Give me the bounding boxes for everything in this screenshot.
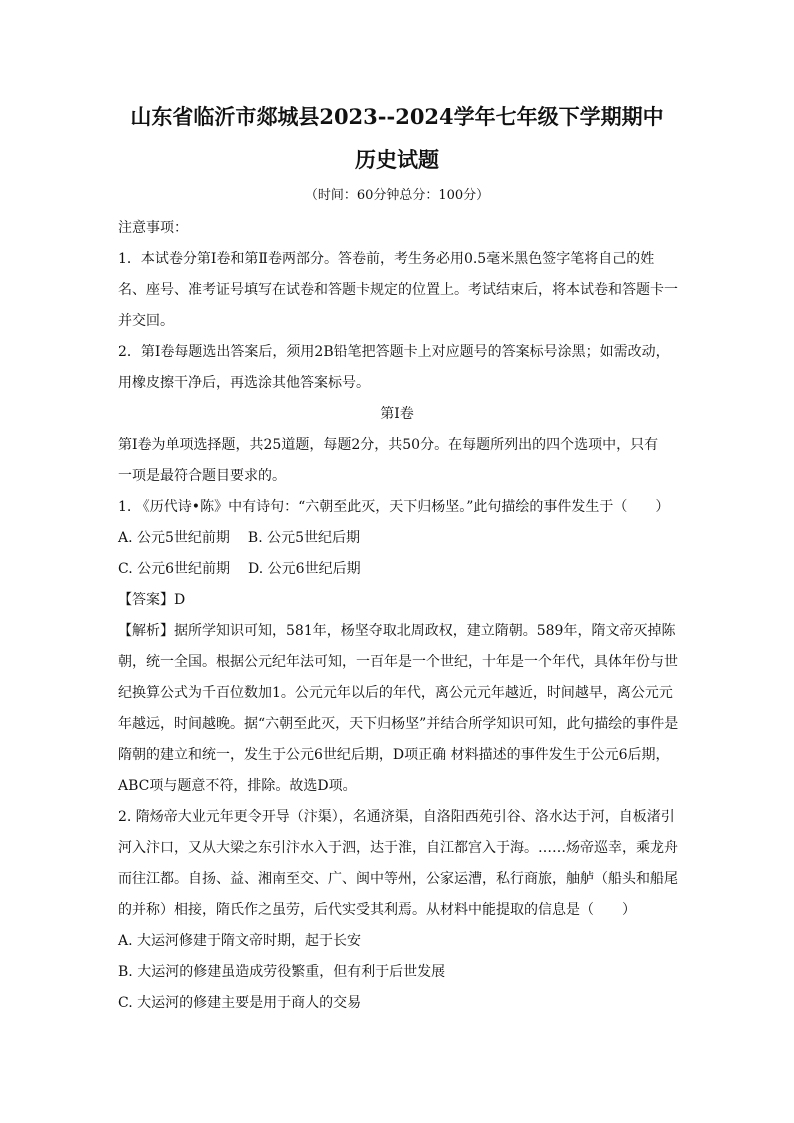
note-line: 1．本试卷分第Ⅰ卷和第Ⅱ卷两部分。答卷前，考生务必用0.5毫米黑色签字笔将自己的姓: [118, 251, 655, 267]
exam-title: 山东省临沂市郯城县2023--2024学年七年级下学期期中: [130, 104, 664, 129]
notes-heading: 注意事项：: [118, 220, 188, 236]
note-line: 2．第Ⅰ卷每题选出答案后，须用2B铅笔把答题卡上对应题号的答案标号涂黑；如需改动，: [118, 344, 670, 360]
option-c: C. 公元6世纪前期: [118, 561, 231, 577]
section-intro-line: 一项是最符合题目要求的。: [118, 468, 286, 484]
time-info: （时间：60分钟总分：100分）: [304, 188, 490, 203]
question-1-options-row-2: [118, 560, 361, 578]
question-2-option-b: B. 大运河的修建虽造成劳役繁重，但有利于后世发展: [118, 964, 446, 980]
analysis-line: 年越远，时间越晚。据“六朝至此灭，天下归杨坚”并结合所学知识可知，此句描绘的事件是: [118, 716, 679, 732]
analysis-line: 朝，统一全国。根据公元纪年法可知，一百年是一个世纪，十年是一个年代，具体年份与世: [118, 654, 678, 670]
option-d: D. 公元6世纪后期: [248, 561, 361, 577]
analysis-line: 【解析】据所学知识可知，581年，杨坚夺取北周政权，建立隋朝。589年，隋文帝灭掉陈: [118, 623, 676, 639]
question-2-option-c: C. 大运河的修建主要是用于商人的交易: [118, 995, 362, 1011]
note-line: 用橡皮擦干净后，再选涂其他答案标号。: [118, 375, 370, 391]
analysis-line: 纪换算公式为千百位数加1。公元元年以后的年代，离公元元年越近，时间越早，离公元元: [118, 685, 673, 701]
section-title: 第Ⅰ卷: [380, 406, 414, 422]
question-2-stem-line: 而往江都。自扬、益、湘南至交、广、闽中等州，公家运漕，私行商旅，舳舻（船头和船尾: [118, 871, 678, 887]
section-intro-line: 第Ⅰ卷为单项选择题，共25道题，每题2分，共50分。在每题所列出的四个选项中，只有: [118, 437, 659, 453]
question-1-answer: 【答案】D: [118, 592, 186, 608]
analysis-line: 隋朝的建立和统一，发生于公元6世纪后期，D项正确 材料描述的事件发生于公元6后期，: [118, 747, 670, 763]
question-2-option-a: A. 大运河修建于隋文帝时期，起于长安: [118, 933, 362, 949]
subject-title: 历史试题: [355, 147, 439, 172]
analysis-line: ABC项与题意不符，排除。故选D项。: [118, 778, 357, 794]
option-a: A. 公元5世纪前期: [118, 530, 230, 546]
option-b: B. 公元5世纪后期: [247, 530, 361, 546]
note-line: 名、座号、准考证号填写在试卷和答题卡规定的位置上。考试结束后，将本试卷和答题卡一: [118, 282, 678, 298]
question-2-stem-line: 河入汴口，又从大梁之东引汴水入于泗，达于淮，自江都宫入于海。……炀帝巡幸，乘龙舟: [118, 840, 678, 856]
question-2-stem-line: 2. 隋炀帝大业元年更令开导（汴渠），名通济渠，自洛阳西苑引谷、洛水达于河，自板渚引: [118, 809, 675, 825]
question-1-stem: 1. 《历代诗•陈》中有诗句：“六朝至此灭，天下归杨坚。”此句描绘的事件发生于（ ）: [118, 499, 670, 515]
note-line: 并交回。: [118, 313, 174, 329]
question-2-stem-line: 的并称）相接，隋氏作之虽劳，后代实受其利焉。从材料中能提取的信息是（ ）: [118, 902, 636, 918]
question-1-options-row-1: [118, 529, 360, 547]
